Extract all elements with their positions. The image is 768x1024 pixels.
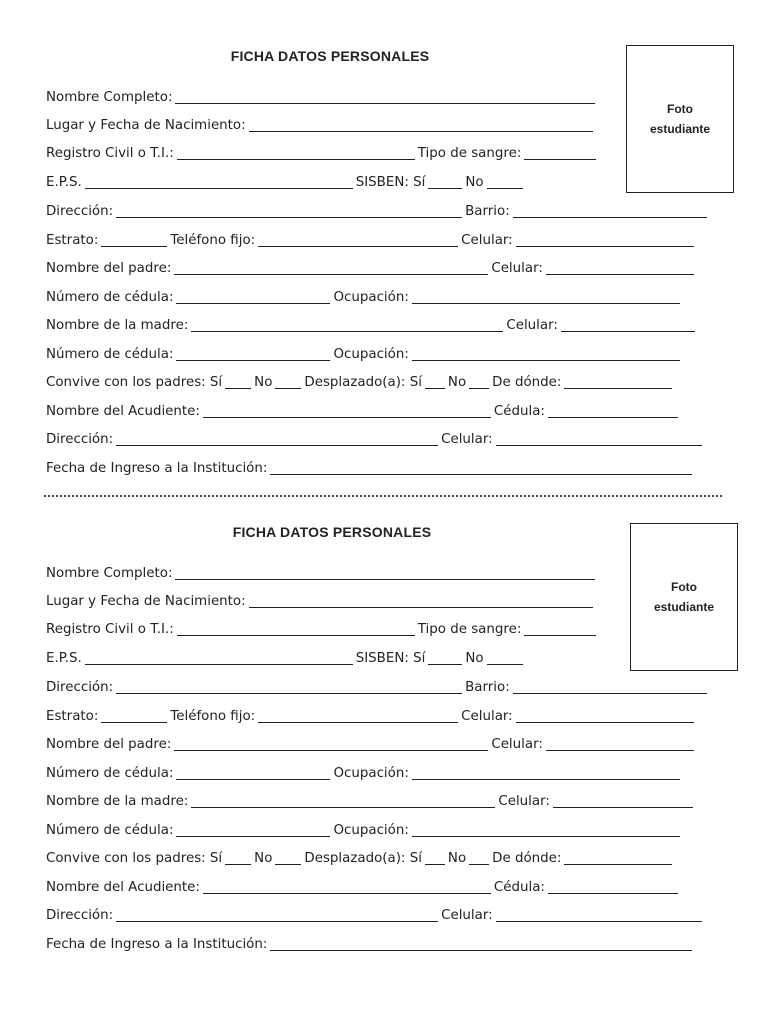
- input-line-telefono-fijo[interactable]: [258, 709, 458, 723]
- row-cedula-ocupacion-padre: [46, 754, 720, 782]
- input-line-tipo-sangre[interactable]: [524, 146, 596, 160]
- label-numero-cedula-madre: Número de cédula:: [46, 347, 174, 362]
- input-line-registro-civil[interactable]: [177, 146, 415, 160]
- row-cedula-ocupacion-padre: [46, 278, 720, 306]
- row-nombre-completo: [46, 554, 614, 582]
- label-celular-acudiente: Celular:: [441, 432, 493, 447]
- input-line-convive-no[interactable]: [275, 851, 301, 865]
- row-nombre-padre: [46, 725, 722, 753]
- input-line-cedula-acudiente[interactable]: [548, 880, 678, 894]
- label-celular-padre: Celular:: [491, 261, 543, 276]
- photo-label-line2: estudiante: [649, 122, 710, 136]
- input-line-direccion-acudiente[interactable]: [116, 432, 438, 446]
- label-numero-cedula-madre: Número de cédula:: [46, 823, 174, 838]
- label-celular-padre: Celular:: [491, 737, 543, 752]
- label-desplazado-si: Desplazado(a): Sí: [304, 851, 422, 866]
- label-de-donde: De dónde:: [492, 375, 562, 390]
- label-sisben-si: SISBEN: Sí: [355, 651, 426, 666]
- label-convive-padres-si: Convive con los padres: Sí: [46, 851, 223, 866]
- input-line-registro-civil[interactable]: [177, 622, 415, 636]
- input-line-convive-si[interactable]: [225, 851, 251, 865]
- label-lugar-fecha-nacimiento: Lugar y Fecha de Nacimiento:: [46, 594, 246, 609]
- row-direccion-acudiente: [46, 420, 724, 448]
- input-line-de-donde[interactable]: [564, 375, 672, 389]
- label-lugar-fecha-nacimiento: Lugar y Fecha de Nacimiento:: [46, 118, 246, 133]
- input-line-eps[interactable]: [85, 175, 353, 189]
- input-line-sisben-no[interactable]: [487, 651, 523, 665]
- row-cedula-ocupacion-madre: [46, 811, 720, 839]
- input-line-nombre-completo[interactable]: [175, 566, 595, 580]
- label-sisben-no: No: [465, 651, 484, 666]
- input-line-direccion-acudiente[interactable]: [116, 908, 438, 922]
- input-line-celular-acudiente[interactable]: [496, 432, 702, 446]
- label-celular-madre: Celular:: [506, 318, 558, 333]
- row-fecha-ingreso: [46, 449, 720, 477]
- label-registro-civil: Registro Civil o T.I.:: [46, 146, 174, 161]
- row-nombre-madre: [46, 782, 724, 810]
- input-line-barrio[interactable]: [513, 680, 707, 694]
- label-celular: Celular:: [461, 709, 513, 724]
- label-cedula-acudiente: Cédula:: [493, 404, 545, 419]
- input-line-ocupacion-padre[interactable]: [412, 290, 680, 304]
- input-line-celular[interactable]: [516, 709, 694, 723]
- photo-label-line1: Foto: [671, 580, 697, 594]
- student-photo-box: [630, 523, 738, 671]
- input-line-ocupacion-padre[interactable]: [412, 766, 680, 780]
- label-sisben-si: SISBEN: Sí: [355, 175, 426, 190]
- row-acudiente: [46, 392, 724, 420]
- label-numero-cedula-padre: Número de cédula:: [46, 766, 174, 781]
- label-ocupacion-padre: Ocupación:: [333, 766, 409, 781]
- input-line-lugar-fecha-nacimiento[interactable]: [249, 594, 593, 608]
- row-fecha-ingreso: [46, 925, 720, 953]
- input-line-telefono-fijo[interactable]: [258, 233, 458, 247]
- input-line-desplazado-no[interactable]: [469, 375, 489, 389]
- label-de-donde: De dónde:: [492, 851, 562, 866]
- label-nombre-madre: Nombre de la madre:: [46, 794, 189, 809]
- row-nombre-completo: [46, 78, 614, 106]
- input-line-sisben-si[interactable]: [428, 175, 462, 189]
- input-line-cedula-padre[interactable]: [176, 766, 330, 780]
- input-line-cedula-madre[interactable]: [176, 347, 330, 361]
- label-desplazado-no: No: [447, 375, 467, 390]
- input-line-eps[interactable]: [85, 651, 353, 665]
- input-line-fecha-ingreso[interactable]: [270, 461, 692, 475]
- input-line-desplazado-si[interactable]: [425, 851, 445, 865]
- label-fecha-ingreso: Fecha de Ingreso a la Institución:: [46, 461, 268, 476]
- label-tipo-sangre: Tipo de sangre:: [417, 146, 522, 161]
- row-convive-desplazado: [46, 839, 724, 867]
- input-line-sisben-no[interactable]: [487, 175, 523, 189]
- row-registro-civil: [46, 610, 616, 638]
- input-line-convive-si[interactable]: [225, 375, 251, 389]
- label-barrio: Barrio:: [465, 204, 510, 219]
- input-line-cedula-acudiente[interactable]: [548, 404, 678, 418]
- student-photo-box: [626, 45, 734, 193]
- label-nombre-acudiente: Nombre del Acudiente:: [46, 880, 200, 895]
- label-convive-no: No: [254, 851, 273, 866]
- input-line-nombre-padre[interactable]: [174, 737, 488, 751]
- label-celular-acudiente: Celular:: [441, 908, 493, 923]
- label-telefono-fijo: Teléfono fijo:: [170, 709, 256, 724]
- label-convive-padres-si: Convive con los padres: Sí: [46, 375, 223, 390]
- label-numero-cedula-padre: Número de cédula:: [46, 290, 174, 305]
- label-ocupacion-madre: Ocupación:: [333, 347, 409, 362]
- label-telefono-fijo: Teléfono fijo:: [170, 233, 256, 248]
- input-line-celular[interactable]: [516, 233, 694, 247]
- form-title: FICHA DATOS PERSONALES: [230, 48, 430, 64]
- row-acudiente: [46, 868, 724, 896]
- row-eps-sisben: [46, 163, 540, 191]
- label-ocupacion-madre: Ocupación:: [333, 823, 409, 838]
- input-line-nombre-madre[interactable]: [191, 794, 495, 808]
- label-direccion-acudiente: Dirección:: [46, 908, 114, 923]
- row-direccion-acudiente: [46, 896, 724, 924]
- input-line-nombre-completo[interactable]: [175, 90, 595, 104]
- input-line-desplazado-no[interactable]: [469, 851, 489, 865]
- input-line-cedula-padre[interactable]: [176, 290, 330, 304]
- input-line-direccion[interactable]: [116, 204, 462, 218]
- input-line-ocupacion-madre[interactable]: [412, 347, 680, 361]
- label-direccion: Dirección:: [46, 680, 114, 695]
- label-direccion-acudiente: Dirección:: [46, 432, 114, 447]
- label-tipo-sangre: Tipo de sangre:: [417, 622, 522, 637]
- input-line-de-donde[interactable]: [564, 851, 672, 865]
- input-line-celular-padre[interactable]: [546, 737, 694, 751]
- label-ocupacion-padre: Ocupación:: [333, 290, 409, 305]
- label-sisben-no: No: [465, 175, 484, 190]
- label-estrato: Estrato:: [46, 709, 99, 724]
- input-line-fecha-ingreso[interactable]: [270, 937, 692, 951]
- row-estrato-telefono-celular: [46, 221, 720, 249]
- row-estrato-telefono-celular: [46, 697, 720, 725]
- input-line-convive-no[interactable]: [275, 375, 301, 389]
- dotted-cut-line: [44, 495, 722, 497]
- row-lugar-fecha-nacimiento: [46, 106, 616, 134]
- input-line-desplazado-si[interactable]: [425, 375, 445, 389]
- input-line-celular-padre[interactable]: [546, 261, 694, 275]
- label-estrato: Estrato:: [46, 233, 99, 248]
- input-line-nombre-acudiente[interactable]: [203, 404, 491, 418]
- label-celular-madre: Celular:: [498, 794, 550, 809]
- label-cedula-acudiente: Cédula:: [493, 880, 545, 895]
- label-eps: E.P.S.: [46, 175, 82, 190]
- label-nombre-completo: Nombre Completo:: [46, 90, 173, 105]
- label-registro-civil: Registro Civil o T.I.:: [46, 622, 174, 637]
- row-registro-civil: [46, 134, 616, 162]
- input-line-ocupacion-madre[interactable]: [412, 823, 680, 837]
- row-direccion-barrio: [46, 192, 720, 220]
- input-line-nombre-padre[interactable]: [174, 261, 488, 275]
- row-nombre-padre: [46, 249, 722, 277]
- label-nombre-completo: Nombre Completo:: [46, 566, 173, 581]
- photo-label-line1: Foto: [667, 102, 693, 116]
- row-direccion-barrio: [46, 668, 720, 696]
- label-nombre-padre: Nombre del padre:: [46, 737, 172, 752]
- input-line-cedula-madre[interactable]: [176, 823, 330, 837]
- row-eps-sisben: [46, 639, 540, 667]
- label-barrio: Barrio:: [465, 680, 510, 695]
- label-convive-no: No: [254, 375, 273, 390]
- photo-label-line2: estudiante: [653, 600, 714, 614]
- input-line-estrato[interactable]: [101, 233, 167, 247]
- input-line-lugar-fecha-nacimiento[interactable]: [249, 118, 593, 132]
- input-line-nombre-madre[interactable]: [191, 318, 503, 332]
- input-line-celular-madre[interactable]: [561, 318, 695, 332]
- label-direccion: Dirección:: [46, 204, 114, 219]
- label-desplazado-no: No: [447, 851, 467, 866]
- row-nombre-madre: [46, 306, 724, 334]
- label-nombre-padre: Nombre del padre:: [46, 261, 172, 276]
- row-cedula-ocupacion-madre: [46, 335, 720, 363]
- input-line-direccion[interactable]: [116, 680, 462, 694]
- label-eps: E.P.S.: [46, 651, 82, 666]
- input-line-celular-acudiente[interactable]: [496, 908, 702, 922]
- input-line-barrio[interactable]: [513, 204, 707, 218]
- input-line-celular-madre[interactable]: [553, 794, 693, 808]
- label-nombre-madre: Nombre de la madre:: [46, 318, 189, 333]
- label-nombre-acudiente: Nombre del Acudiente:: [46, 404, 200, 419]
- input-line-sisben-si[interactable]: [428, 651, 462, 665]
- label-desplazado-si: Desplazado(a): Sí: [304, 375, 422, 390]
- label-fecha-ingreso: Fecha de Ingreso a la Institución:: [46, 937, 268, 952]
- label-celular: Celular:: [461, 233, 513, 248]
- form-title: FICHA DATOS PERSONALES: [232, 524, 432, 540]
- input-line-estrato[interactable]: [101, 709, 167, 723]
- input-line-nombre-acudiente[interactable]: [203, 880, 491, 894]
- row-lugar-fecha-nacimiento: [46, 582, 616, 610]
- input-line-tipo-sangre[interactable]: [524, 622, 596, 636]
- row-convive-desplazado: [46, 363, 724, 391]
